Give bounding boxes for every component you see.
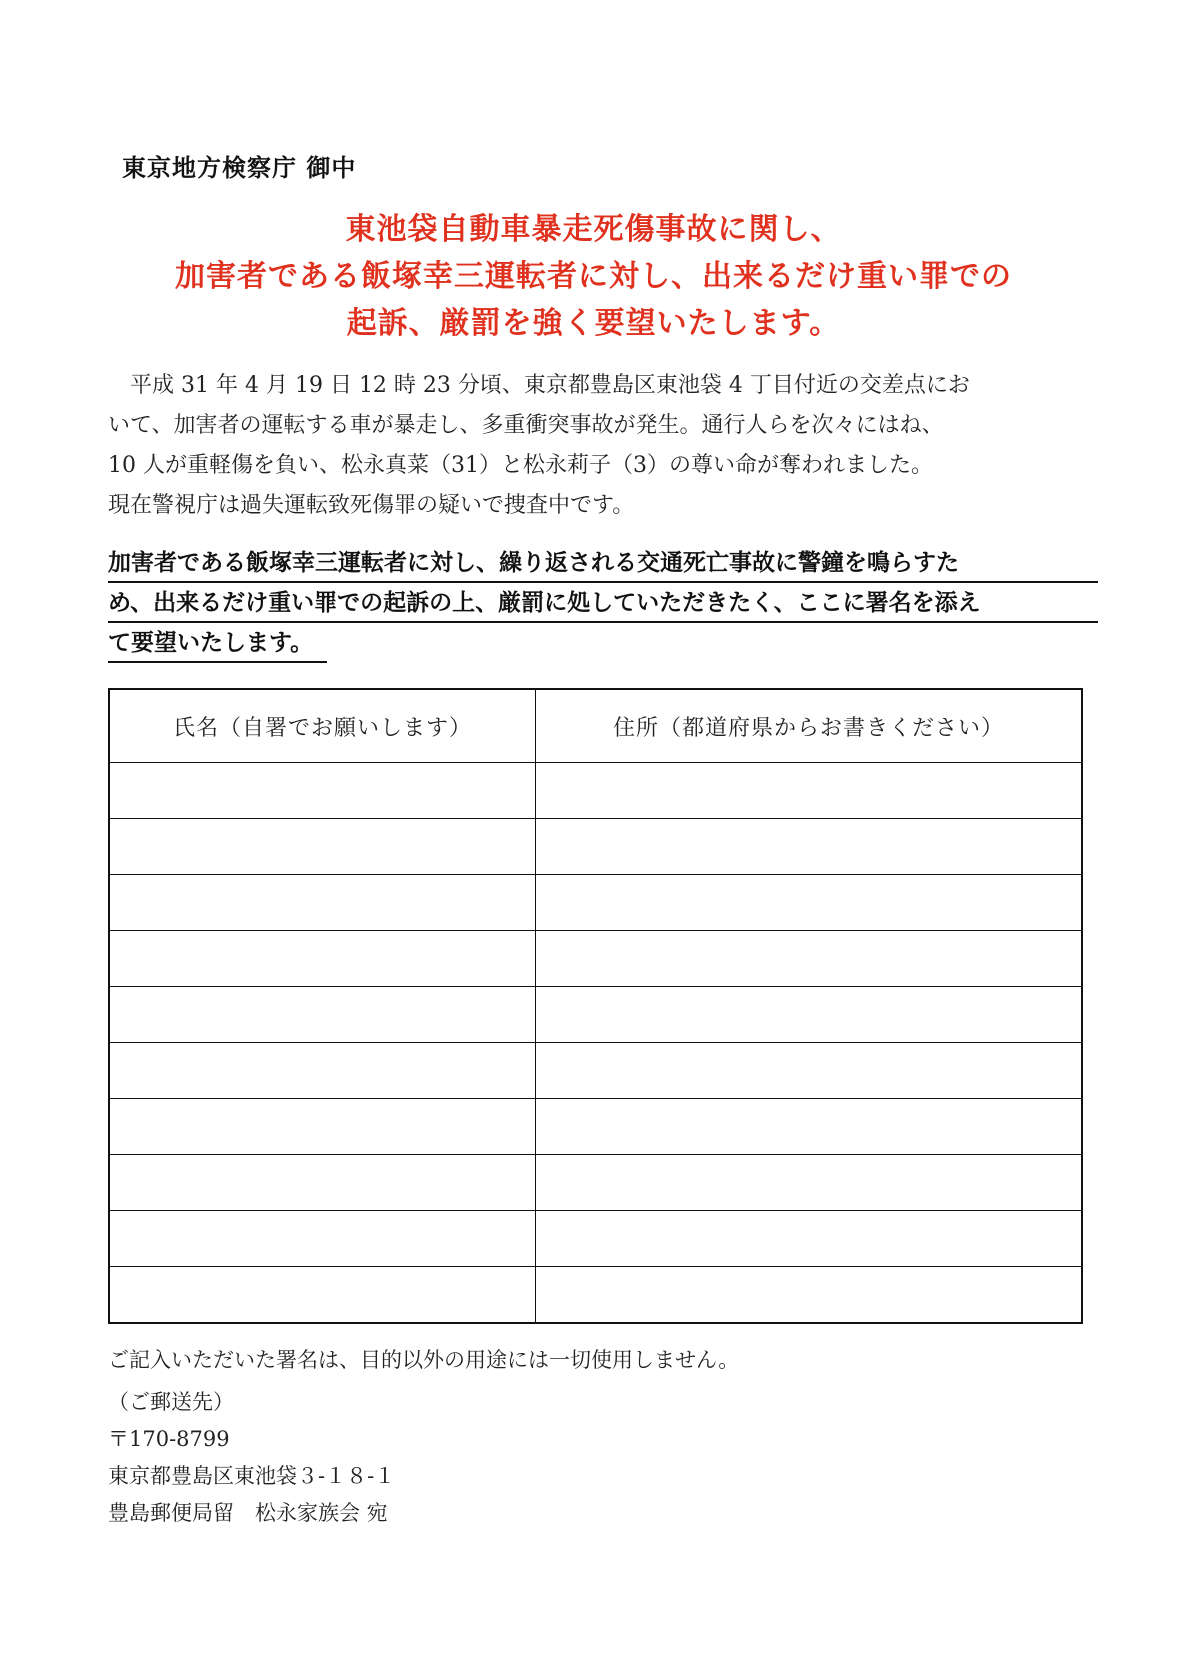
signature-name-cell[interactable] [109,1211,536,1267]
name-column-header: 氏名（自署でお願いします） [109,689,536,763]
signature-name-cell[interactable] [109,1267,536,1324]
request-line-1: 加害者である飯塚幸三運転者に対し、繰り返される交通死亡事故に警鐘を鳴らすた [108,543,1098,583]
signature-address-cell[interactable] [536,1211,1083,1267]
address-column-header: 住所（都道府県からお書きください） [536,689,1083,763]
signature-rows [109,763,1082,1324]
request-line-2: め、出来るだけ重い罪での起訴の上、厳罰に処していただきたく、ここに署名を添え [108,583,1098,623]
signature-name-cell[interactable] [109,1099,536,1155]
signature-row [109,1155,1082,1211]
petition-title [0,206,1187,347]
signature-row [109,1043,1082,1099]
signature-table [108,688,1083,1324]
signature-address-cell[interactable] [536,763,1083,819]
signature-row [109,763,1082,819]
signature-name-cell[interactable] [109,987,536,1043]
request-statement [108,543,1098,663]
postal-code: 〒170-8799 [108,1427,230,1451]
signature-address-cell[interactable] [536,1267,1083,1324]
title-line-1: 東池袋自動車暴走死傷事故に関し、 [345,212,842,247]
footer [108,1340,1088,1532]
signature-row [109,1099,1082,1155]
privacy-note: ご記入いただいた署名は、目的以外の用途には一切使用しません。 [108,1348,740,1372]
signature-address-cell[interactable] [536,987,1083,1043]
intro-line-2: いて、加害者の運転する車が暴走し、多重衝突事故が発生。通行人らを次々にはね、 [108,413,944,438]
signature-name-cell[interactable] [109,763,536,819]
signature-row [109,987,1082,1043]
street-address: 東京都豊島区東池袋３-１８-１ [108,1464,396,1488]
signature-address-cell[interactable] [536,875,1083,931]
intro-line-3: 10 人が重軽傷を負い、松永真菜（31）と松永莉子（3）の尊い命が奪われました。 [108,453,933,478]
signature-address-cell[interactable] [536,819,1083,875]
signature-name-cell[interactable] [109,1043,536,1099]
intro-line-4: 現在警視庁は過失運転致死傷罪の疑いで捜査中です。 [108,493,635,518]
mailing-address [108,1384,1088,1532]
signature-row [109,875,1082,931]
signature-row [109,931,1082,987]
signature-address-cell[interactable] [536,1043,1083,1099]
mail-label: （ご郵送先） [108,1390,234,1414]
signature-name-cell[interactable] [109,875,536,931]
signature-name-cell[interactable] [109,819,536,875]
incident-summary [108,366,1088,526]
signature-name-cell[interactable] [109,1155,536,1211]
signature-row [109,819,1082,875]
signature-row [109,1211,1082,1267]
signature-address-cell[interactable] [536,931,1083,987]
title-line-2: 加害者である飯塚幸三運転者に対し、出来るだけ重い罪での [175,259,1012,294]
signature-address-cell[interactable] [536,1155,1083,1211]
intro-line-1: 平成 31 年 4 月 19 日 12 時 23 分頃、東京都豊島区東池袋 4 丁目付近の交差点にお [108,373,970,398]
signature-address-cell[interactable] [536,1099,1083,1155]
recipient: 豊島郵便局留 松永家族会 宛 [108,1501,388,1525]
title-line-3: 起訴、厳罰を強く要望いたします。 [346,306,841,341]
addressee: 東京地方検察庁 御中 [122,154,357,182]
signature-table-header [109,689,1082,763]
request-line-3: て要望いたします。 [108,623,327,663]
signature-name-cell[interactable] [109,931,536,987]
signature-row [109,1267,1082,1324]
